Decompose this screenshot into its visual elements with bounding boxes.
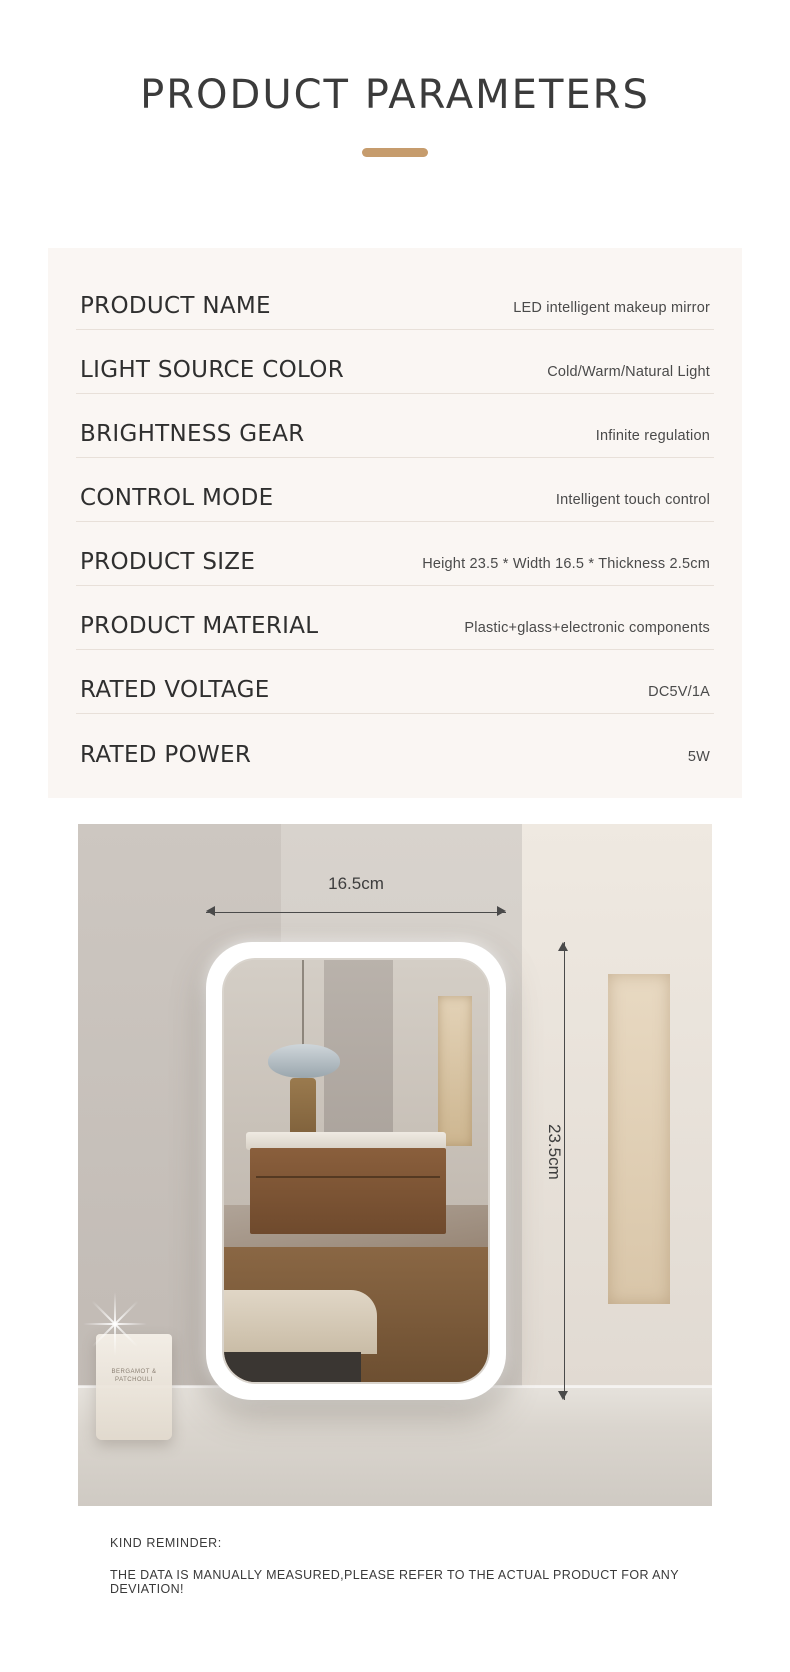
spec-label: CONTROL MODE — [80, 485, 274, 511]
spec-value: 5W — [687, 749, 710, 765]
arrow-left-icon — [206, 906, 215, 916]
spec-label: PRODUCT SIZE — [80, 549, 256, 575]
mirror-reflection — [222, 958, 490, 1384]
table-row — [76, 330, 714, 394]
table-row — [76, 522, 714, 586]
page-header — [0, 0, 790, 157]
reflection-dresser — [250, 1148, 446, 1234]
table-row — [76, 458, 714, 522]
candle-label: BERGAMOT & PATCHOULI — [111, 1369, 157, 1383]
width-dimension-label: 16.5cm — [328, 874, 384, 893]
table-row — [76, 394, 714, 458]
title-divider-bar — [362, 148, 428, 157]
page-title: PRODUCT PARAMETERS — [140, 72, 650, 118]
spec-label: BRIGHTNESS GEAR — [80, 421, 305, 447]
kind-reminder — [110, 1536, 710, 1596]
spec-value: Height 23.5 * Width 16.5 * Thickness 2.5cm — [422, 556, 710, 572]
spec-label: LIGHT SOURCE COLOR — [80, 357, 344, 383]
spec-label: PRODUCT MATERIAL — [80, 613, 319, 639]
spec-value: Intelligent touch control — [555, 492, 710, 508]
reflection-lamp-shade — [268, 1044, 340, 1078]
decorative-candle — [96, 1334, 172, 1440]
width-dimension-arrow — [206, 904, 506, 920]
spec-value: LED intelligent makeup mirror — [513, 300, 710, 316]
table-row — [76, 650, 714, 714]
arrow-down-icon — [558, 1391, 568, 1400]
kind-reminder-body: THE DATA IS MANUALLY MEASURED,PLEASE REFER TO THE ACTUAL PRODUCT FOR ANY DEVIATION! — [110, 1568, 679, 1596]
led-makeup-mirror — [206, 942, 506, 1400]
photo-wall-niche — [608, 974, 670, 1304]
arrow-right-icon — [497, 906, 506, 916]
dimension-line — [206, 912, 506, 913]
spec-label: RATED VOLTAGE — [80, 677, 270, 703]
spec-value: Cold/Warm/Natural Light — [547, 364, 710, 380]
product-photo — [78, 824, 712, 1506]
table-row — [76, 266, 714, 330]
reflection-rug — [224, 1352, 361, 1382]
arrow-up-icon — [558, 942, 568, 951]
reflection-lamp-cord — [302, 960, 304, 1046]
dimension-line — [564, 942, 565, 1400]
spec-value: DC5V/1A — [648, 684, 710, 700]
spec-value: Plastic+glass+electronic components — [464, 620, 710, 636]
height-dimension-label: 23.5cm — [545, 1124, 564, 1180]
spec-label: RATED POWER — [80, 742, 252, 768]
kind-reminder-title: KIND REMINDER: — [110, 1536, 222, 1550]
spec-value: Infinite regulation — [595, 428, 710, 444]
table-row — [76, 714, 714, 778]
spec-table — [48, 248, 742, 798]
table-row — [76, 586, 714, 650]
reflection-bed — [224, 1290, 377, 1354]
spec-label: PRODUCT NAME — [80, 293, 271, 319]
photo-table-surface — [78, 1386, 712, 1506]
reflection-niche — [438, 996, 472, 1146]
